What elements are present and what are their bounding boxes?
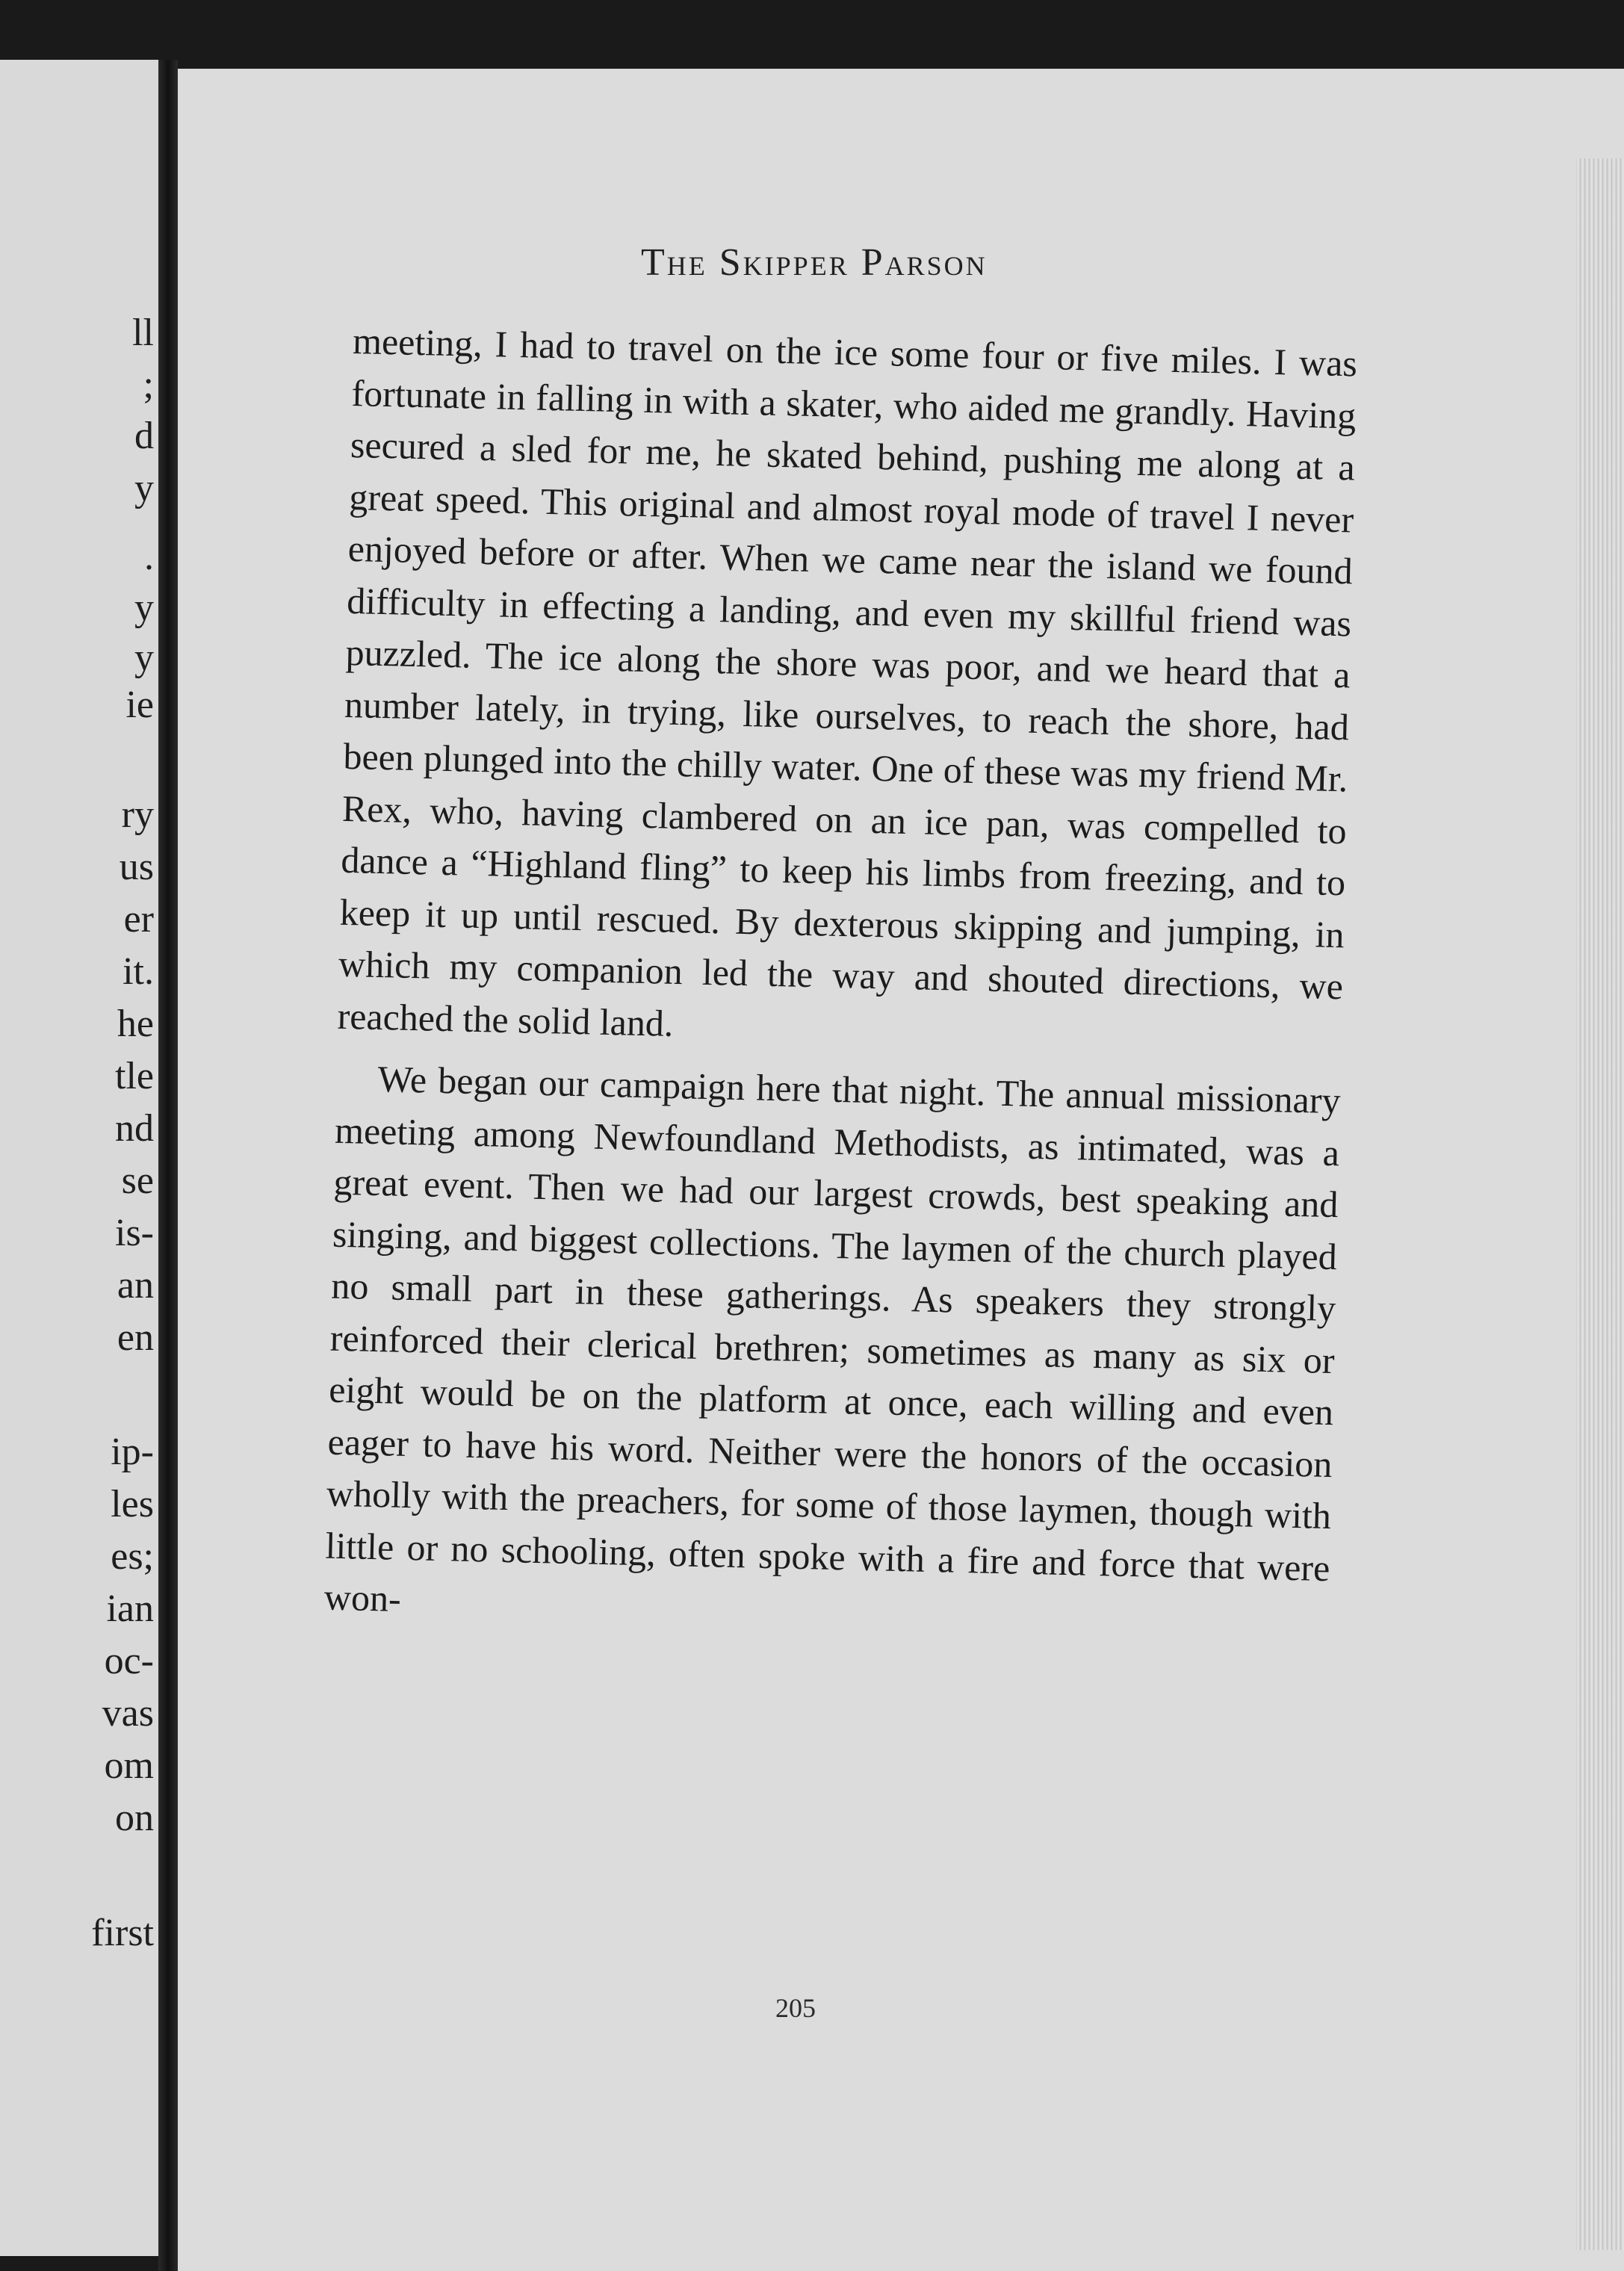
running-head: The Skipper Parson — [641, 241, 988, 284]
left-fragment: tle — [115, 1055, 154, 1097]
left-fragment: les — [111, 1483, 154, 1525]
left-fragment: y — [134, 586, 154, 629]
left-fragment: nd — [115, 1107, 154, 1150]
left-fragment: om — [104, 1744, 154, 1787]
left-fragment: y — [134, 467, 154, 509]
left-fragment: y — [134, 636, 154, 679]
left-fragment: he — [117, 1003, 154, 1045]
left-fragment: ; — [143, 364, 154, 406]
left-fragment: is- — [115, 1212, 154, 1254]
left-fragment: an — [117, 1264, 154, 1307]
left-page-text-fragments — [4, 60, 154, 2256]
left-fragment: ll — [132, 312, 154, 354]
left-fragment: . — [144, 536, 154, 578]
left-fragment: us — [119, 846, 154, 888]
left-fragment: d — [134, 415, 154, 457]
left-fragment: ie — [125, 684, 154, 726]
left-fragment: first — [91, 1912, 154, 1954]
left-fragment: oc- — [104, 1640, 154, 1682]
book-page — [178, 69, 1624, 2271]
body-text — [323, 315, 1357, 1646]
page-number: 205 — [775, 1993, 816, 2023]
left-fragment: es; — [111, 1535, 154, 1578]
paragraph: We began our campaign here that night. The annual missionary meeting among Newfoundland Methodists, as intimated, was a great event. Then we had our largest crowds, best speaking and singing, and biggest collections. The laymen of the church played no small part in these gatherings. As speakers they strongly reinforced their clerical brethren; sometimes as many as six or eight would be on the platform at once, each willing and even eager to have his word. Neither were the honors of the occasion wholly with the preachers, for some of those laymen, though with little or no schooling, often spoke with a fire and force that were won- — [323, 1058, 1342, 1620]
left-fragment: ian — [106, 1587, 154, 1630]
left-fragment: ip- — [111, 1431, 154, 1473]
left-fragment: en — [117, 1316, 154, 1359]
page-edges — [1576, 158, 1624, 2250]
left-fragment: on — [115, 1797, 154, 1839]
book-gutter — [158, 60, 178, 2271]
left-fragment: er — [123, 898, 154, 941]
left-fragment: se — [121, 1159, 154, 1202]
left-fragment: it. — [123, 950, 154, 993]
left-fragment: vas — [102, 1692, 154, 1735]
left-facing-page — [0, 60, 158, 2256]
left-fragment: ry — [121, 793, 154, 836]
paragraph: meeting, I had to travel on the ice some four or five miles. I was fortunate in falling in with a skater, who aided me grandly. Having secured a sled for me, he skated behind, pushing me along at a great speed. This original and almost royal mode of travel I never enjoyed before or after. When we came near the island we found difficulty in effecting a landing, and even my skillful friend was puzzled. The ice along the shore was poor, and we heard that a number lately, in trying, like ourselves, to reach the shore, had been plunged into the chilly water. One of these was my friend Mr. Rex, who, having clambered on an ice pan, was compelled to dance a “Highland fling” to keep his limbs from freezing, and to keep it up until rescued. By dexterous skipping and jumping, in which my companion led the way and shouted directions, we reached the solid land. — [337, 319, 1358, 1044]
